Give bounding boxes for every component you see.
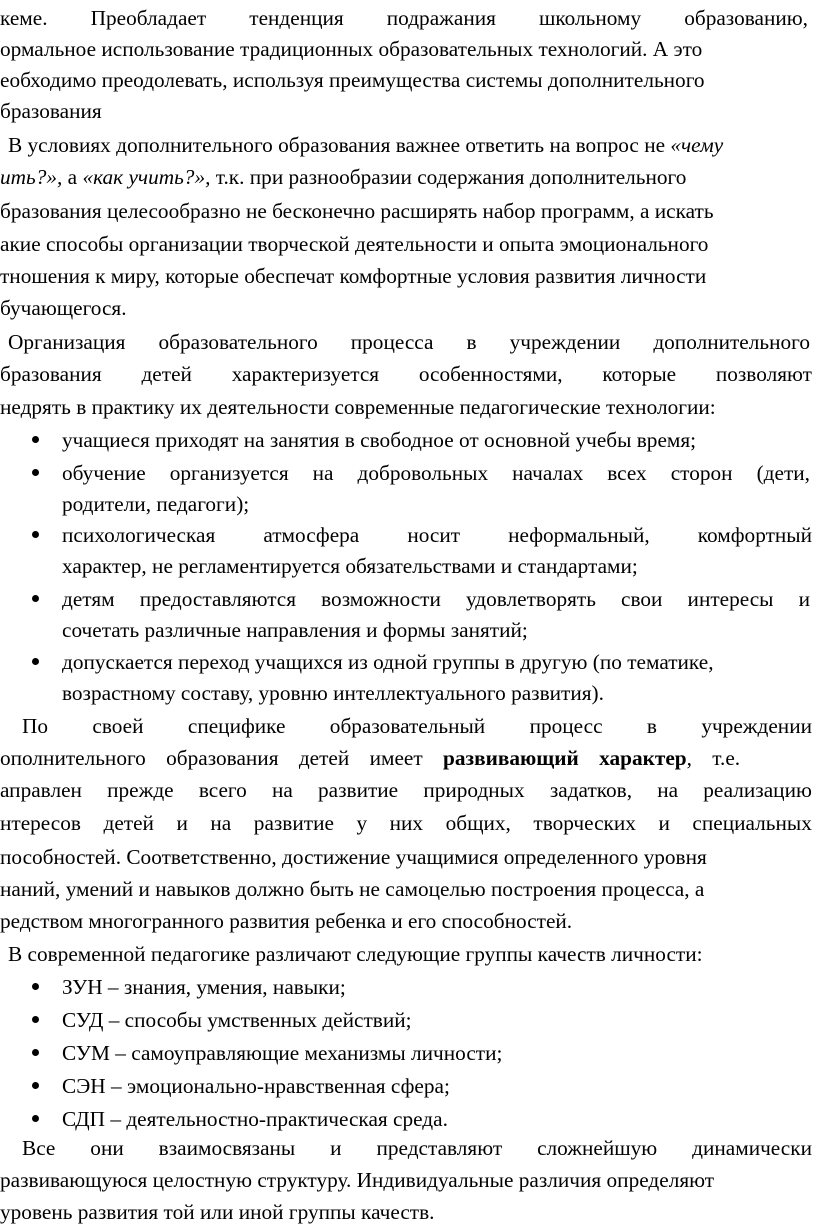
word: и bbox=[658, 811, 670, 835]
bullet-icon bbox=[32, 436, 39, 443]
word: у bbox=[356, 811, 368, 835]
text-run: В условиях дополнительного образования важнее ответить на вопрос не bbox=[8, 133, 671, 157]
paragraph-line: редством многогранного развития ребенка и его способностей. bbox=[0, 909, 573, 933]
word: атмосфера bbox=[263, 523, 360, 547]
paragraph-line bbox=[0, 808, 812, 838]
word: детям bbox=[62, 587, 115, 611]
word: Преобладает bbox=[90, 6, 207, 30]
word: особенностями, bbox=[418, 362, 563, 386]
word: добровольных bbox=[357, 461, 489, 485]
list-item: СУМ – самоуправляющие механизмы личности; bbox=[62, 1041, 503, 1065]
list-item bbox=[62, 458, 810, 488]
bullet-icon bbox=[32, 595, 39, 602]
word: которые bbox=[602, 362, 677, 386]
word: представляют bbox=[376, 1136, 503, 1160]
word: динамически bbox=[692, 1136, 812, 1160]
word: детей bbox=[103, 811, 154, 835]
word: интересы bbox=[687, 587, 774, 611]
word: учреждении bbox=[701, 714, 812, 738]
word: на bbox=[657, 778, 679, 802]
word: и bbox=[330, 1136, 342, 1160]
paragraph-line: В современной педагогике различают следующие группы качеств личности: bbox=[8, 942, 703, 966]
text-run: а bbox=[62, 165, 83, 189]
word: удовлетворять bbox=[465, 587, 596, 611]
word: началах bbox=[512, 461, 584, 485]
word: и bbox=[176, 811, 188, 835]
word: сложнейшую bbox=[537, 1136, 658, 1160]
word: развитие bbox=[318, 778, 399, 802]
paragraph-line bbox=[8, 327, 810, 357]
word: природных bbox=[423, 778, 525, 802]
paragraph-line bbox=[0, 775, 812, 805]
list-item bbox=[62, 520, 812, 550]
list-item: СДП – деятельностно-практическая среда. bbox=[62, 1107, 448, 1131]
word: свои bbox=[621, 587, 663, 611]
list-item-continuation: сочетать различные направления и формы занятий; bbox=[62, 618, 528, 642]
list-item: допускается переход учащихся из одной группы в другую (по тематике, bbox=[62, 650, 714, 674]
bold-text: развивающий характер bbox=[443, 746, 687, 770]
word: специфике bbox=[187, 714, 286, 738]
word: школьному bbox=[539, 6, 642, 30]
word: (дети, bbox=[756, 461, 810, 485]
paragraph-line bbox=[8, 130, 816, 160]
word: них bbox=[389, 811, 424, 835]
paragraph-line: недрять в практику их деятельности современные педагогические технологии: bbox=[0, 395, 716, 419]
word: на bbox=[312, 461, 334, 485]
word: психологическая bbox=[62, 523, 216, 547]
word: Организация bbox=[8, 330, 126, 354]
paragraph-line: бучающегося. bbox=[0, 296, 127, 320]
paragraph-line: ормальное использование традиционных образовательных технологий. А это bbox=[0, 37, 703, 61]
paragraph-line bbox=[22, 711, 812, 741]
word: кеме. bbox=[0, 6, 48, 30]
paragraph-line: еобходимо преодолевать, используя преимущества системы дополнительного bbox=[0, 68, 705, 92]
bullet-icon bbox=[32, 1049, 39, 1056]
word: нтересов bbox=[0, 811, 81, 835]
word: сторон bbox=[670, 461, 733, 485]
bullet-icon bbox=[32, 1016, 39, 1023]
bullet-icon bbox=[32, 531, 39, 538]
word: образовательного bbox=[158, 330, 318, 354]
paragraph-line: тношения к миру, которые обеспечат комфортные условия развития личности bbox=[0, 264, 707, 288]
word: они bbox=[90, 1136, 124, 1160]
word: возможности bbox=[321, 587, 441, 611]
word: предоставляются bbox=[139, 587, 297, 611]
word: взаимосвязаны bbox=[158, 1136, 296, 1160]
paragraph-line bbox=[0, 162, 816, 192]
word: процесс bbox=[529, 714, 603, 738]
word: дополнительного bbox=[653, 330, 810, 354]
text-run: т.к. при разнообразии содержания дополнительного bbox=[210, 165, 687, 189]
word: обучение bbox=[62, 461, 146, 485]
word: реализацию bbox=[703, 778, 812, 802]
paragraph-line: наний, умений и навыков должно быть не самоцелью построения процесса, а bbox=[0, 877, 705, 901]
word: на bbox=[271, 778, 293, 802]
word: в bbox=[466, 330, 477, 354]
paragraph-line bbox=[0, 359, 812, 389]
list-item: СЭН – эмоционально-нравственная сфера; bbox=[62, 1074, 450, 1098]
word: общих, bbox=[445, 811, 511, 835]
word: образовательный bbox=[329, 714, 486, 738]
paragraph-line: акие способы организации творческой деятельности и опыта эмоционального bbox=[0, 232, 709, 256]
bullet-icon bbox=[32, 983, 39, 990]
word: Все bbox=[22, 1136, 56, 1160]
word: развитие bbox=[253, 811, 334, 835]
paragraph-line bbox=[0, 3, 808, 33]
word: задатков, bbox=[549, 778, 633, 802]
word: творческих bbox=[533, 811, 636, 835]
word: своей bbox=[92, 714, 144, 738]
text-run: ополнительного образования детей имеет bbox=[0, 746, 444, 770]
paragraph-line: уровень развития той или иной группы качеств. bbox=[0, 1200, 435, 1224]
paragraph-line: бразования целесообразно не бесконечно расширять набор программ, а искать bbox=[0, 199, 714, 223]
list-item: учащиеся приходят на занятия в свободное от основной учебы время; bbox=[62, 428, 697, 452]
paragraph-line: развивающуюся целостную структуру. Индивидуальные различия определяют bbox=[0, 1168, 715, 1192]
list-item: ЗУН – знания, умения, навыки; bbox=[62, 975, 346, 999]
word: организуется bbox=[169, 461, 289, 485]
bullet-icon bbox=[32, 1115, 39, 1122]
word: неформальный, bbox=[508, 523, 650, 547]
list-item-continuation: характер, не регламентируется обязательствами и стандартами; bbox=[62, 554, 638, 578]
list-item-continuation: возрастному составу, уровню интеллектуального развития). bbox=[62, 681, 604, 705]
italic-text: «как учить?», bbox=[82, 165, 211, 189]
list-item: СУД – способы умственных действий; bbox=[62, 1008, 412, 1032]
list-item-continuation: родители, педагоги); bbox=[62, 492, 250, 516]
paragraph-line bbox=[0, 743, 816, 773]
list-item bbox=[62, 584, 810, 614]
bullet-icon bbox=[32, 469, 39, 476]
word: тенденция bbox=[249, 6, 344, 30]
word: бразования bbox=[0, 362, 102, 386]
word: подражания bbox=[386, 6, 496, 30]
word: и bbox=[798, 587, 810, 611]
paragraph-line bbox=[22, 1133, 812, 1163]
word: образованию, bbox=[684, 6, 808, 30]
paragraph-line: бразования bbox=[0, 99, 102, 123]
word: всего bbox=[198, 778, 247, 802]
word: позволяют bbox=[715, 362, 812, 386]
word: комфортный bbox=[697, 523, 812, 547]
text-run: , т.е. bbox=[686, 746, 741, 770]
italic-text: «чему bbox=[670, 133, 724, 157]
word: аправлен bbox=[0, 778, 82, 802]
word: характеризуется bbox=[231, 362, 380, 386]
word: специальных bbox=[692, 811, 812, 835]
word: в bbox=[646, 714, 657, 738]
word: носит bbox=[407, 523, 461, 547]
bullet-icon bbox=[32, 1082, 39, 1089]
word: на bbox=[210, 811, 232, 835]
italic-text: ить?», bbox=[0, 165, 63, 189]
bullet-icon bbox=[32, 658, 39, 665]
word: всех bbox=[607, 461, 647, 485]
word: По bbox=[22, 714, 49, 738]
word: детей bbox=[141, 362, 192, 386]
word: процесса bbox=[350, 330, 434, 354]
word: учреждении bbox=[509, 330, 621, 354]
paragraph-line: пособностей. Соответственно, достижение учащимися определенного уровня bbox=[0, 845, 707, 869]
word: прежде bbox=[107, 778, 174, 802]
